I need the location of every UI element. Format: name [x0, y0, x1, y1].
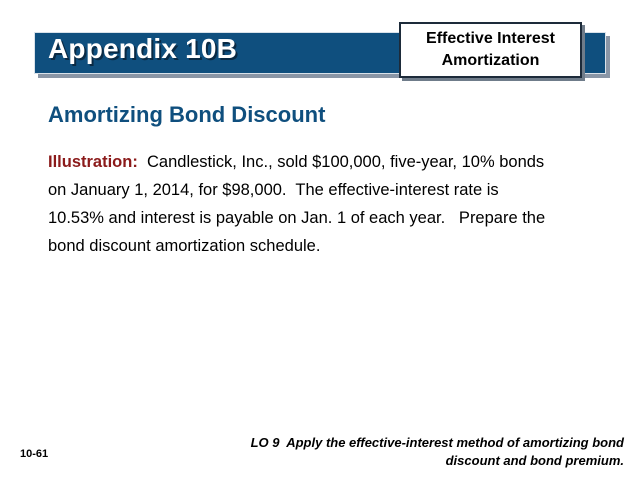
- section-heading: Amortizing Bond Discount: [48, 102, 326, 127]
- topic-line-1: Effective Interest: [426, 30, 555, 47]
- illustration-line-2: on January 1, 2014, for $98,000. The effective-interest rate is: [48, 181, 499, 199]
- illustration-line-1: [48, 148, 620, 176]
- illustration-text: [48, 148, 620, 260]
- topic-box: [399, 22, 582, 78]
- illustration-line-4: bond discount amortization schedule.: [48, 237, 321, 255]
- learning-objective: [194, 434, 624, 470]
- topic-line-2: Amortization: [441, 52, 540, 69]
- illustration-label: Illustration:: [48, 153, 138, 171]
- slide-title: Appendix 10B: [48, 33, 238, 64]
- illustration-line-3: 10.53% and interest is payable on Jan. 1 of each year. Prepare the: [48, 209, 546, 227]
- lo-line-2: discount and bond premium.: [445, 453, 624, 468]
- illustration-line-1-text: Candlestick, Inc., sold $100,000, five-year, 10% bonds: [147, 153, 545, 171]
- slide-number: 10-61: [20, 448, 49, 460]
- lo-line-1: LO 9 Apply the effective-interest method of amortizing bond: [250, 435, 624, 450]
